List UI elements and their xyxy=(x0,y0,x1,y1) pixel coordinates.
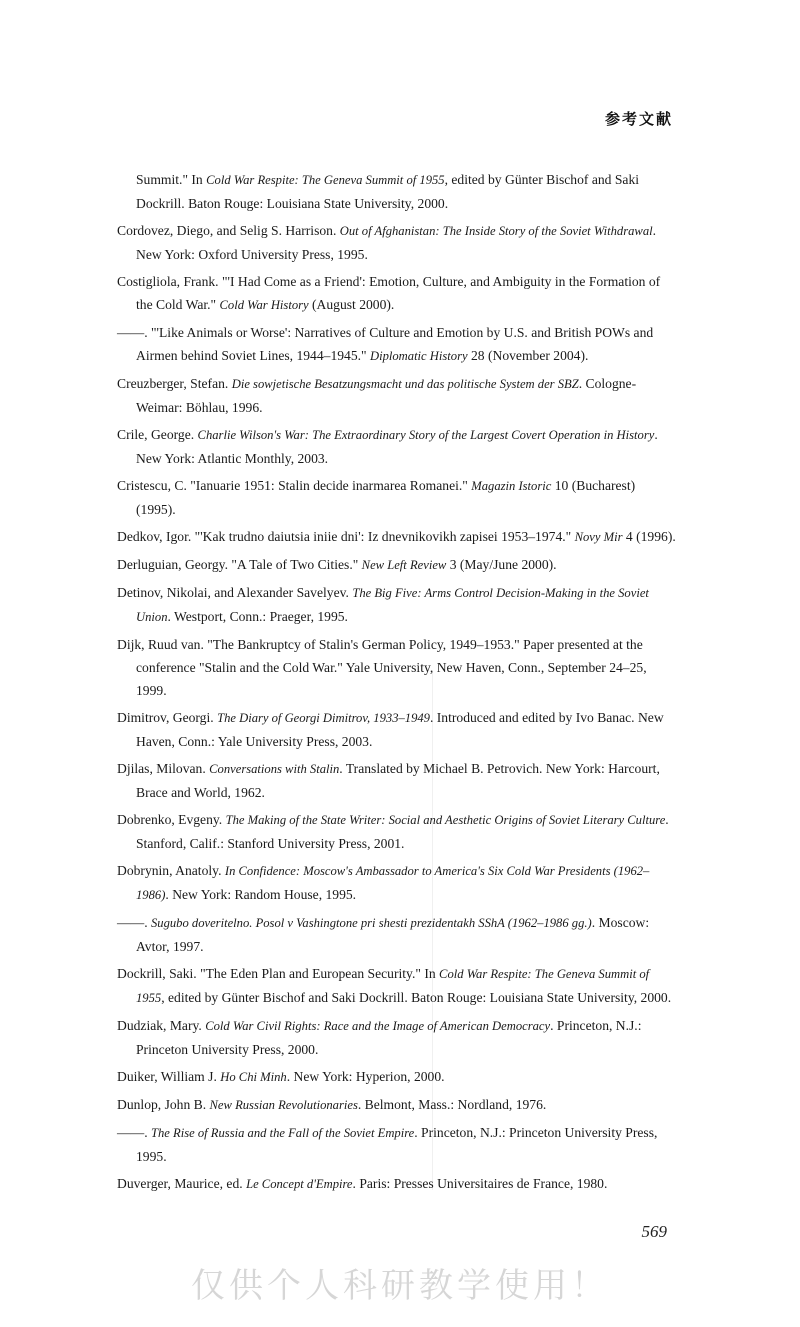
entry-text: Creuzberger, Stefan. xyxy=(117,376,232,391)
bibliography-entry xyxy=(117,219,677,266)
entry-text: Dobrynin, Anatoly. xyxy=(117,863,225,878)
bibliography-entry xyxy=(117,1172,677,1196)
entry-title: The Diary of Georgi Dimitrov, 1933–1949 xyxy=(217,711,430,725)
entry-title: Die sowjetische Besatzungsmacht und das politische System der SBZ xyxy=(231,377,579,391)
entry-text: Dunlop, John B. xyxy=(117,1097,210,1112)
entry-title: Diplomatic History xyxy=(369,349,468,363)
entry-title: Le Concept d'Empire xyxy=(246,1177,353,1191)
bibliography-entry xyxy=(117,321,677,368)
entry-text: Cristescu, C. "Ianuarie 1951: Stalin decide inarmarea Romanei." xyxy=(117,478,472,493)
entry-text: Detinov, Nikolai, and Alexander Savelyev. xyxy=(117,585,353,600)
entry-text: ——. "'Like Animals or Worse': Narratives of Culture and Emotion by U.S. and British POWs and Airmen behind Soviet Lines, 1944–1945." xyxy=(117,325,654,363)
entry-title: Cold War Civil Rights: Race and the Image of American Democracy xyxy=(205,1019,551,1033)
entry-text: Summit." In xyxy=(136,172,207,187)
entry-title: Magazin Istoric xyxy=(471,479,552,493)
entry-text: 3 (May/June 2000). xyxy=(446,557,557,572)
entry-title: Cold War Respite: The Geneva Summit of 1955 xyxy=(136,967,650,1005)
entry-title: New Left Review xyxy=(361,558,447,572)
entry-title: Conversations with Stalin xyxy=(209,762,340,776)
bibliography-entry xyxy=(117,270,677,317)
bibliography-entry xyxy=(117,633,677,702)
entry-text: Dijk, Ruud van. "The Bankruptcy of Stalin's German Policy, 1949–1953." Paper presented at the conference "Stalin and the Cold War." Yale University, New Haven, Conn., September 24–25, 1999. xyxy=(117,637,647,698)
watermark: 仅供个人科研教学使用！ xyxy=(191,1266,609,1306)
entry-text: , edited by Günter Bischof and Saki Dockrill. Baton Rouge: Louisiana State University, 2000. xyxy=(136,172,640,211)
bibliography-entry xyxy=(117,911,677,958)
bibliography-entry xyxy=(117,581,677,629)
entry-text: . Stanford, Calif.: Stanford University Press, 2001. xyxy=(136,812,669,851)
entry-text: . Introduced and edited by Ivo Banac. New Haven, Conn.: Yale University Press, 2003. xyxy=(136,710,664,749)
entry-title: Novy Mir xyxy=(574,530,623,544)
entry-title: Out of Afghanistan: The Inside Story of the Soviet Withdrawal xyxy=(339,224,653,238)
entry-text: . Westport, Conn.: Praeger, 1995. xyxy=(167,609,348,624)
entry-title: Cold War Respite: The Geneva Summit of 1955 xyxy=(206,173,445,187)
entry-text: Dedkov, Igor. "'Kak trudno daiutsia iniie dni': Iz dnevnikovikh zapisei 1953–1974." xyxy=(117,529,575,544)
entry-text: . New York: Atlantic Monthly, 2003. xyxy=(136,427,658,466)
running-head: 参考文献 xyxy=(604,110,673,128)
entry-text: Crile, George. xyxy=(117,427,198,442)
entry-text: . Princeton, N.J.: Princeton University Press, 1995. xyxy=(136,1125,658,1164)
entry-text: . Belmont, Mass.: Nordland, 1976. xyxy=(357,1097,547,1112)
bibliography-entry xyxy=(117,553,677,577)
bibliography-entry xyxy=(117,474,677,521)
bibliography-entry xyxy=(117,1065,677,1089)
entry-text: 10 (Bucharest) (1995). xyxy=(136,478,636,517)
entry-text: Duiker, William J. xyxy=(117,1069,221,1084)
bibliography-list xyxy=(117,168,677,1200)
entry-text: . New York: Oxford University Press, 1995. xyxy=(136,223,657,262)
entry-text: (August 2000). xyxy=(308,297,395,312)
entry-text: ——. xyxy=(117,1125,151,1140)
bibliography-entry xyxy=(117,859,677,907)
entry-text: . Cologne-Weimar: Böhlau, 1996. xyxy=(136,376,637,415)
entry-text: Dudziak, Mary. xyxy=(117,1018,206,1033)
bibliography-entry xyxy=(117,706,677,753)
entry-text: ——. xyxy=(117,915,151,930)
entry-text: . New York: Hyperion, 2000. xyxy=(286,1069,445,1084)
bibliography-entry xyxy=(117,525,677,549)
bibliography-entry-continued xyxy=(117,168,677,215)
entry-title: Cold War History xyxy=(219,298,309,312)
bibliography-entry xyxy=(117,1093,677,1117)
entry-text: Dimitrov, Georgi. xyxy=(117,710,218,725)
bibliography-entry xyxy=(117,1014,677,1061)
entry-text: . Princeton, N.J.: Princeton University Press, 2000. xyxy=(136,1018,642,1057)
entry-title: Sugubo doveritelno. Posol v Vashingtone pri shesti prezidentakh SShA (1962–1986 gg.) xyxy=(150,916,592,930)
entry-title: New Russian Revolutionaries xyxy=(209,1098,358,1112)
bibliography-entry xyxy=(117,757,677,804)
entry-text: Cordovez, Diego, and Selig S. Harrison. xyxy=(117,223,340,238)
entry-text: Dobrenko, Evgeny. xyxy=(117,812,226,827)
bibliography-entry xyxy=(117,808,677,855)
bibliography-entry xyxy=(117,372,677,419)
entry-title: Charlie Wilson's War: The Extraordinary Story of the Largest Covert Operation in History xyxy=(197,428,655,442)
entry-text: 4 (1996). xyxy=(622,529,676,544)
entry-text: . Paris: Presses Universitaires de France, 1980. xyxy=(352,1176,608,1191)
entry-title: The Rise of Russia and the Fall of the Soviet Empire xyxy=(150,1126,415,1140)
bibliography-entry xyxy=(117,1121,677,1168)
entry-text: Duverger, Maurice, ed. xyxy=(117,1176,247,1191)
page-number: 569 xyxy=(641,1222,667,1241)
entry-text: . New York: Random House, 1995. xyxy=(165,887,357,902)
bibliography-entry xyxy=(117,423,677,470)
entry-text: . Translated by Michael B. Petrovich. New York: Harcourt, Brace and World, 1962. xyxy=(136,761,660,800)
entry-text: Djilas, Milovan. xyxy=(117,761,210,776)
entry-text: , edited by Günter Bischof and Saki Dockrill. Baton Rouge: Louisiana State University, 2000. xyxy=(161,990,672,1005)
entry-title: In Confidence: Moscow's Ambassador to America's Six Cold War Presidents (1962–1986) xyxy=(136,864,650,902)
entry-text: 28 (November 2004). xyxy=(467,348,589,363)
entry-text: Costigliola, Frank. "'I Had Come as a Friend': Emotion, Culture, and Ambiguity in the Formation of the Cold War." xyxy=(117,274,661,312)
entry-title: Ho Chi Minh xyxy=(220,1070,287,1084)
entry-title: The Making of the State Writer: Social and Aesthetic Origins of Soviet Literary Culture xyxy=(225,813,666,827)
entry-title: The Big Five: Arms Control Decision-Making in the Soviet Union xyxy=(136,586,649,624)
entry-text: Dockrill, Saki. "The Eden Plan and European Security." In xyxy=(117,966,440,981)
entry-text: . Moscow: Avtor, 1997. xyxy=(136,915,650,954)
bibliography-entry xyxy=(117,962,677,1010)
entry-text: Derluguian, Georgy. "A Tale of Two Cities." xyxy=(117,557,362,572)
